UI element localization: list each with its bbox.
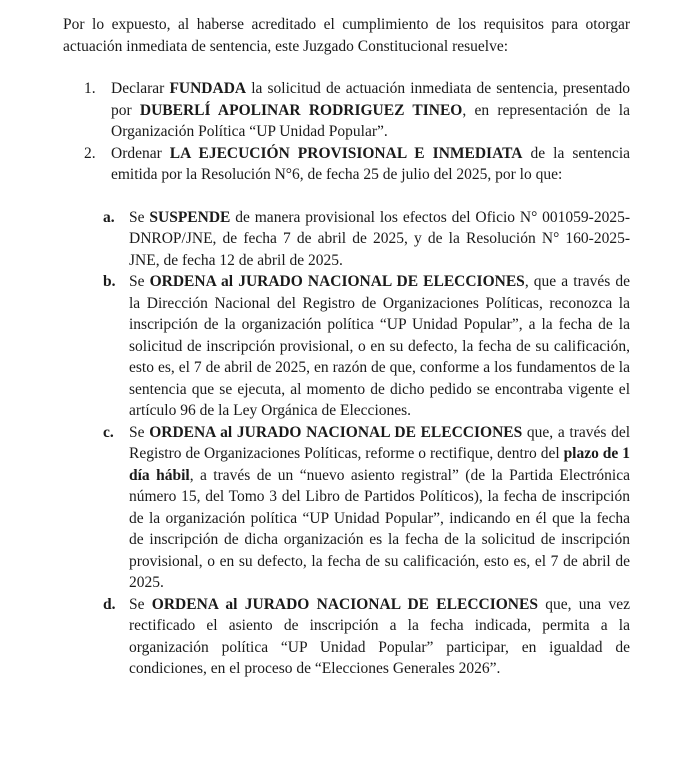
sub-item-b-text: Se ORDENA al JURADO NACIONAL DE ELECCIONES, que a través de la Dirección Nacional del Registro de Organizaciones Políticas, reconozca la inscripción de la organización política “UP Unidad Popular”, a la fecha de la solicitud de inscripción provisional, o en su defecto, la fecha de su calificación, esto es, el 7 de abril de 2025, en razón de que, conforme a los fundamentos de la sentencia que se ejecuta, al momento de dicho pedido se encontraba vigente el artículo 96 de la Ley Orgánica de Elecciones. <box>129 273 631 419</box>
sub-item-b <box>103 271 630 422</box>
list-item-2 <box>84 143 630 186</box>
sub-item-b-marker: b. <box>103 273 116 290</box>
item-2-text: Ordenar LA EJECUCIÓN PROVISIONAL E INMEDIATA de la sentencia emitida por la Resolución N°6, de fecha 25 de julio del 2025, por lo que: <box>111 144 631 183</box>
sub-item-d-text: Se ORDENA al JURADO NACIONAL DE ELECCIONES que, una vez rectificado el asiento de inscripción a la fecha indicada, permita a la organización política “UP Unidad Popular” participar, en igualdad de condiciones, en el proceso de “Elecciones Generales 2026”. <box>129 595 630 677</box>
sub-item-c-text: Se ORDENA al JURADO NACIONAL DE ELECCIONES que, a través del Registro de Organizaciones Políticas, reforme o rectifique, dentro del plazo de 1 día hábil, a través de un “nuevo asiento registral” (de la Partida Electrónica número 15, del Tomo 3 del Libro de Partidos Políticos), la fecha de inscripción de la organización política “UP Unidad Popular”, indicando en él que la fecha de inscripción de dicha organización es la fecha de la solicitud de inscripción provisional, o en su defecto, la fecha de su calificación, esto es, el 7 de abril de 2025. <box>129 423 631 591</box>
item-1-text: Declarar FUNDADA la solicitud de actuación inmediata de sentencia, presentado por DUBERLÍ APOLINAR RODRIGUEZ TINEO, en representación de la Organización Política “UP Unidad Popular”. <box>111 80 630 140</box>
item-2-marker: 2. <box>84 144 96 162</box>
sub-item-a-marker: a. <box>103 208 115 226</box>
sub-item-c <box>103 422 630 594</box>
sub-item-a-text: Se SUSPENDE de manera provisional los efectos del Oficio N° 001059-2025-DNROP/JNE, de fecha 7 de abril de 2025, y de la Resolución N° 160-2025-JNE, de fecha 12 de abril de 2025. <box>129 208 630 269</box>
sub-item-d-marker: d. <box>103 595 116 613</box>
list-item-1 <box>84 78 630 143</box>
sub-item-a <box>103 207 630 272</box>
sub-list <box>63 207 630 680</box>
resolution-list <box>63 78 630 680</box>
sub-item-d <box>103 594 630 680</box>
sub-item-c-marker: c. <box>103 423 114 441</box>
intro-paragraph: Por lo expuesto, al haberse acreditado el cumplimiento de los requisitos para otorgar actuación inmediata de sentencia, este Juzgado Constitucional resuelve: <box>63 16 630 55</box>
item-1-marker: 1. <box>84 80 96 97</box>
